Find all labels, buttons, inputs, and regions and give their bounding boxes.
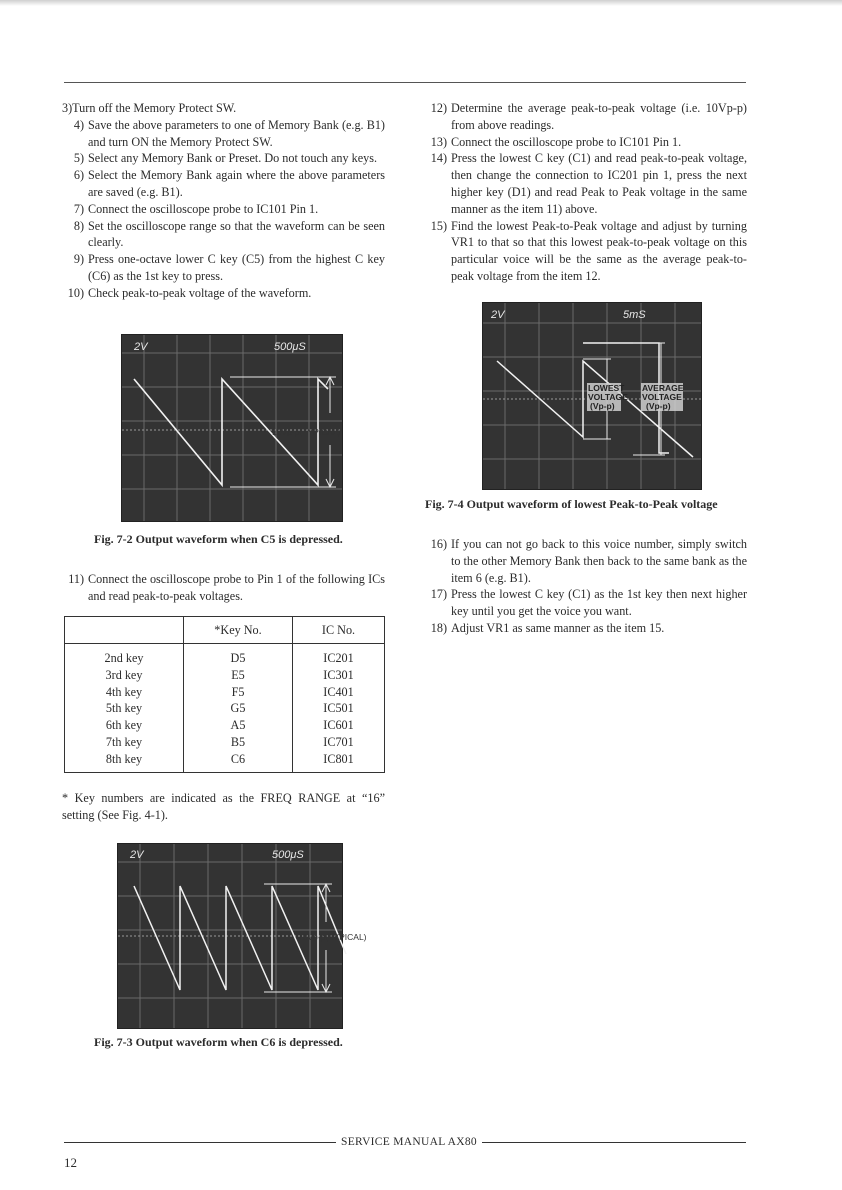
step-10 xyxy=(62,285,385,302)
step-text: 3)Turn off the Memory Protect SW. xyxy=(62,101,237,115)
step-text: Adjust VR1 as same manner as the item 15. xyxy=(451,620,665,635)
volt-division-label: 2V xyxy=(130,849,144,861)
page-footer xyxy=(64,1134,746,1150)
time-division-label: 5mS xyxy=(623,309,646,321)
table-row xyxy=(65,667,385,684)
table-cell: IC801 xyxy=(293,751,385,772)
step-text: Determine the average peak-to-peak voltage (i.e. 10Vp-p) from above readings. xyxy=(451,101,747,132)
table-row xyxy=(65,717,385,734)
table-cell: 4th key xyxy=(65,684,184,701)
table-cell: 7th key xyxy=(65,734,184,751)
step-text: Find the lowest Peak-to-Peak voltage and adjust by turning VR1 to that so that this lowest peak-to-peak voltage on this particular voice will be the same as the average peak-to-peak voltage from the item 12. xyxy=(451,218,747,283)
average-voltage-label: AVERAGE xyxy=(642,383,684,393)
table-cell: D5 xyxy=(184,644,293,667)
step-text: Connect the oscilloscope probe to IC101 Pin 1. xyxy=(88,201,319,216)
step-number: 11) xyxy=(68,572,84,586)
table-row xyxy=(65,644,385,667)
step-13 xyxy=(425,134,747,151)
right-steps xyxy=(425,100,747,285)
table-cell: IC701 xyxy=(293,734,385,751)
table-cell: G5 xyxy=(184,700,293,717)
table-cell: 2nd key xyxy=(65,644,184,667)
step-text: Set the oscilloscope range so that the waveform can be seen clearly. xyxy=(88,218,385,250)
oscilloscope-photo-fig72 xyxy=(121,334,343,522)
footnote: * Key numbers are indicated as the FREQ RANGE at “16” setting (See Fig. 4-1). xyxy=(62,791,385,822)
footer-title: SERVICE MANUAL AX80 xyxy=(341,1136,477,1148)
step-number: 8) xyxy=(73,218,84,233)
average-voltage-label: (Vp-p) xyxy=(646,401,671,411)
time-division-label: 500μS xyxy=(272,849,304,861)
table-header-row xyxy=(65,617,385,644)
scan-top-edge xyxy=(0,0,842,6)
step-text: Connect the oscilloscope probe to IC101 Pin 1. xyxy=(451,134,682,149)
step-text: Check peak-to-peak voltage of the waveform. xyxy=(88,285,312,300)
right-steps-continued xyxy=(425,536,747,637)
column-header: IC No. xyxy=(293,617,385,644)
step-text: Connect the oscilloscope probe to Pin 1 of the following ICs and read peak-to-peak voltages. xyxy=(88,572,385,603)
step-16 xyxy=(425,536,747,586)
step-number: 12) xyxy=(430,101,447,115)
table-row xyxy=(65,751,385,772)
step-number: 16) xyxy=(430,537,447,551)
column-header xyxy=(65,617,184,644)
step-number: 7) xyxy=(73,201,84,216)
table-cell: IC401 xyxy=(293,684,385,701)
table-cell: C6 xyxy=(184,751,293,772)
scope-trace-fig73 xyxy=(118,844,388,1028)
step-14 xyxy=(425,150,747,217)
step-text: Save the above parameters to one of Memory Bank (e.g. B1) and turn ON the Memory Protect SW. xyxy=(88,117,385,149)
step-17 xyxy=(425,586,747,620)
table-row xyxy=(65,684,385,701)
footer-rule xyxy=(482,1142,746,1143)
page-number: 12 xyxy=(64,1155,77,1170)
table-row xyxy=(65,700,385,717)
step-7 xyxy=(62,201,385,218)
vpp-annotation: 10Vp-p(TYPICAL) xyxy=(298,932,367,942)
table-cell: 3rd key xyxy=(65,667,184,684)
footer-rule xyxy=(64,1142,336,1143)
oscilloscope-photo-fig74 xyxy=(482,302,702,490)
table-cell: IC601 xyxy=(293,717,385,734)
step-text: Press the lowest C key (C1) as the 1st key then next higher key until you get the voice you want. xyxy=(451,587,747,619)
step-number: 10) xyxy=(67,285,84,300)
table-cell: IC201 xyxy=(293,644,385,667)
average-voltage-label: VOLTAGE xyxy=(642,392,682,402)
step-text: If you can not go back to this voice number, simply switch to the other Memory Bank then back to the same bank as the item 6 (e.g. B1). xyxy=(451,537,747,585)
step-number: 17) xyxy=(430,587,447,602)
header-rule xyxy=(64,82,746,83)
left-steps xyxy=(62,100,385,302)
step-number: 18) xyxy=(430,620,447,635)
step-18 xyxy=(425,620,747,637)
lowest-voltage-label: LOWEST xyxy=(588,383,625,393)
table-cell: IC501 xyxy=(293,700,385,717)
table-cell: E5 xyxy=(184,667,293,684)
lowest-voltage-label: VOLTAGE xyxy=(588,392,628,402)
vpp-annotation: 10Vp-p(TYPICAL) xyxy=(272,427,341,437)
table-cell: 5th key xyxy=(65,700,184,717)
figure-caption: Fig. 7-4 Output waveform of lowest Peak-to-Peak voltage xyxy=(425,497,718,511)
step-8 xyxy=(62,218,385,252)
step-text: Select the Memory Bank again where the above parameters are saved (e.g. B1). xyxy=(88,168,385,199)
figure-caption: Fig. 7-2 Output waveform when C5 is depressed. xyxy=(94,532,343,546)
scope-trace-fig74 xyxy=(483,303,701,489)
column-header: *Key No. xyxy=(184,617,293,644)
table-row xyxy=(65,734,385,751)
volt-division-label: 2V xyxy=(491,309,505,321)
step-5 xyxy=(62,150,385,167)
step-3 xyxy=(62,100,385,117)
oscilloscope-photo-fig73 xyxy=(117,843,367,1029)
step-text: Press one-octave lower C key (C5) from the highest C key (C6) as the 1st key to press. xyxy=(88,252,385,283)
table-cell: IC301 xyxy=(293,667,385,684)
step-number: 4) xyxy=(73,117,84,132)
step-text: Press the lowest C key (C1) and read peak-to-peak voltage, then change the connection to IC201 pin 1, press the next higher key (D1) and read Peak to Peak voltage in the same manner as the item 11) above. xyxy=(451,151,747,216)
key-ic-table xyxy=(64,616,385,773)
step-number: 9) xyxy=(73,252,84,267)
step-number: 5) xyxy=(73,151,84,166)
step-number: 14) xyxy=(430,151,447,166)
step-9 xyxy=(62,251,385,285)
step-number: 15) xyxy=(430,218,447,233)
table-cell: B5 xyxy=(184,734,293,751)
table-cell: F5 xyxy=(184,684,293,701)
time-division-label: 500μS xyxy=(274,341,306,353)
step-number: 6) xyxy=(73,168,84,183)
scope-trace-fig72 xyxy=(122,335,392,521)
step-text: Select any Memory Bank or Preset. Do not touch any keys. xyxy=(88,151,378,166)
step-12 xyxy=(425,100,747,134)
step-11 xyxy=(62,571,385,605)
lowest-voltage-label: (Vp-p) xyxy=(590,401,615,411)
step-15 xyxy=(425,218,747,285)
step-4 xyxy=(62,117,385,151)
table-cell: A5 xyxy=(184,717,293,734)
step-number: 13) xyxy=(430,134,447,149)
table-cell: 8th key xyxy=(65,751,184,772)
volt-division-label: 2V xyxy=(134,341,148,353)
table-cell: 6th key xyxy=(65,717,184,734)
figure-caption: Fig. 7-3 Output waveform when C6 is depressed. xyxy=(94,1035,343,1049)
step-6 xyxy=(62,167,385,201)
